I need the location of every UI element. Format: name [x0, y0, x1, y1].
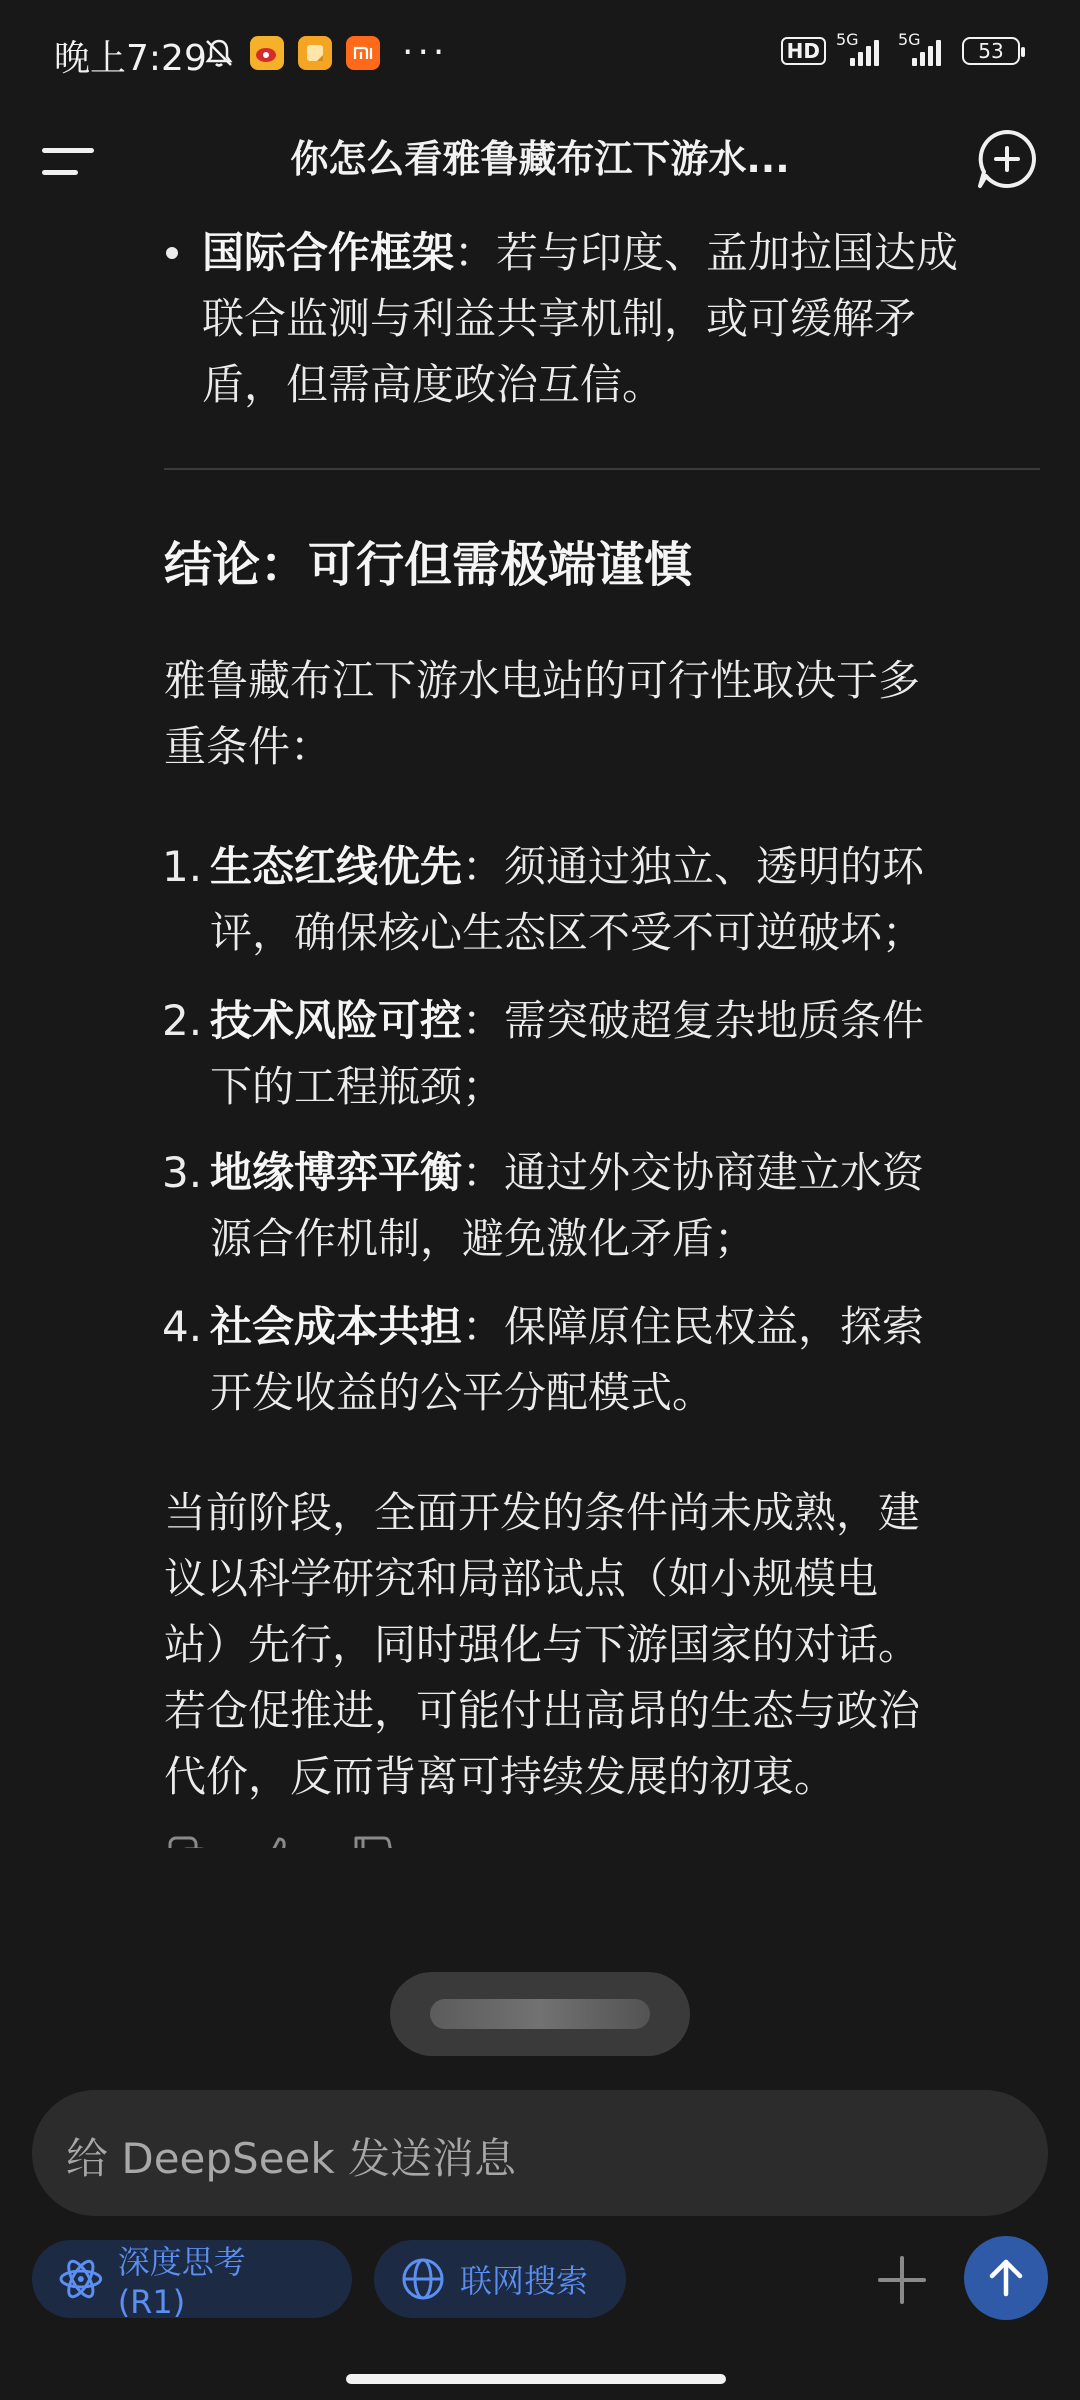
status-system-icons — [781, 30, 1020, 66]
arrow-up-icon — [984, 2256, 1028, 2300]
bullet-bold: 国际合作框架 — [202, 228, 455, 277]
chat-title: 你怎么看雅鲁藏布江下游水... — [290, 137, 790, 181]
web-search-label: 联网搜索 — [460, 2262, 589, 2300]
message-input[interactable] — [32, 2090, 1048, 2216]
bell-mute-icon — [202, 36, 236, 70]
hd-badge: HD — [781, 37, 826, 65]
list-item: 3. 地缘博弈平衡：通过外交协商建立水资 源合作机制，避免激化矛盾； — [162, 1148, 925, 1263]
bullet-dot — [166, 247, 178, 259]
deep-think-button[interactable] — [32, 2240, 352, 2321]
list-item: 4. 社会成本共担：保障原住民权益，探索 开发收益的公平分配模式。 — [162, 1302, 925, 1417]
thumbs-down-icon[interactable] — [350, 1834, 396, 1848]
thumbs-up-icon[interactable] — [258, 1834, 304, 1848]
plus-icon[interactable] — [872, 2250, 932, 2310]
more-notifications: ··· — [402, 32, 449, 73]
floating-hint-pill[interactable] — [390, 1972, 690, 2056]
new-chat-icon[interactable] — [974, 126, 1040, 192]
closing-paragraph: 当前阶段，全面开发的条件尚未成熟，建 议以科学研究和局部试点（如小规模电 站）先行，同时强化与下游国家的对话。 若仓促推进，可能付出高昂的生态与政治 代价，反而背离可持续发展的初衷。 — [164, 1488, 921, 1801]
atom-icon — [58, 2256, 104, 2302]
message-input-placeholder: 给 DeepSeek 发送消息 — [66, 2134, 517, 2183]
battery-icon: 53 — [962, 37, 1020, 65]
note-app-icon — [298, 36, 332, 70]
mi-app-icon — [346, 36, 380, 70]
home-indicator[interactable] — [346, 2374, 726, 2384]
status-notification-icons — [202, 32, 449, 73]
message-content — [0, 208, 1080, 1848]
menu-icon[interactable] — [42, 134, 98, 190]
chat-header — [0, 112, 1080, 208]
section-heading: 结论：可行但需极端谨慎 — [164, 537, 693, 593]
blurred-content — [430, 1999, 650, 2029]
copy-icon[interactable] — [166, 1834, 212, 1848]
web-search-button[interactable] — [374, 2240, 626, 2318]
deep-think-label: 深度思考 (R1) — [117, 2243, 246, 2321]
signal-icon: 5G — [838, 36, 888, 66]
bullet-item: 国际合作框架：若与印度、孟加拉国达成 联合监测与利益共享机制，或可缓解矛 盾，但需高度政治互信。 — [202, 228, 959, 409]
signal-icon: 5G — [900, 36, 950, 66]
divider — [164, 468, 1040, 470]
list-item: 1. 生态红线优先：须通过独立、透明的环 评，确保核心生态区不受不可逆破坏； — [162, 842, 925, 957]
status-time: 晚上7:29 — [54, 38, 207, 79]
list-item: 2. 技术风险可控：需突破超复杂地质条件 下的工程瓶颈； — [162, 996, 925, 1111]
status-bar — [0, 0, 1080, 112]
send-button[interactable] — [964, 2236, 1048, 2320]
intro-paragraph: 雅鲁藏布江下游水电站的可行性取决于多 重条件： — [164, 656, 921, 771]
message-actions — [166, 1834, 396, 1848]
globe-icon — [400, 2256, 446, 2302]
weibo-icon — [250, 36, 284, 70]
